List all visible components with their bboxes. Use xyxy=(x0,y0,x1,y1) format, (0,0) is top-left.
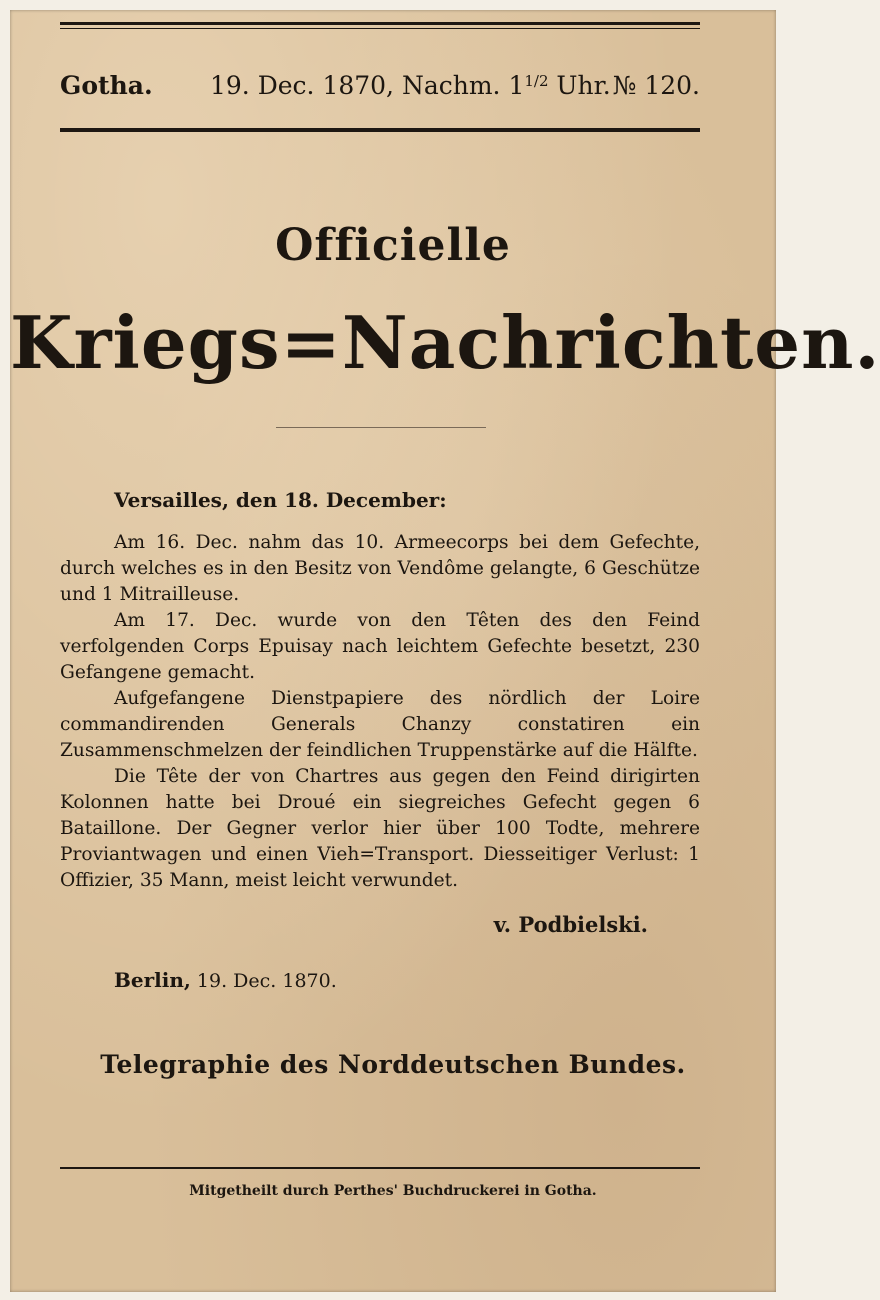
dispatch-paragraph: Aufgefangene Dienstpapiere des nördlich der Loire commandirenden Generals Chanzy constatiren ein Zusammenschmelzen der feindlichen Truppenstärke auf die Hälfte. xyxy=(60,688,700,761)
bulletin-sheet xyxy=(10,10,880,1292)
title-divider xyxy=(276,427,486,428)
berlin-date: 19. Dec. 1870. xyxy=(190,970,337,992)
header-date-time xyxy=(210,71,611,100)
header-number: № 120. xyxy=(612,71,700,100)
dispatch-paragraph: Die Tête der von Chartres aus gegen den Feind dirigirten Kolonnen hatte bei Droué ein siegreiches Gefecht gegen 6 Bataillone. Der Gegner verlor hier über 100 Todte, mehrere Proviantwagen und einen Vieh=Transport. Diesseitiger Verlust: 1 Offizier, 35 Mann, meist leicht verwundet. xyxy=(60,766,700,891)
top-double-rule-thick xyxy=(60,22,700,25)
footer-rule xyxy=(60,1167,700,1169)
header-rule xyxy=(60,128,700,132)
dispatch-body xyxy=(60,530,700,894)
dispatch-paragraph: Am 17. Dec. wurde von den Têten des den Feind verfolgenden Corps Epuisay nach leichtem Gefechte besetzt, 230 Gefangene gemacht. xyxy=(60,610,700,683)
header-date-text: 19. Dec. 1870, Nachm. 1 xyxy=(210,71,525,100)
header-fraction: 1/2 xyxy=(524,72,549,90)
header-time-unit: Uhr. xyxy=(548,71,611,100)
telegraph-credit: Telegraphie des Norddeutschen Bundes. xyxy=(100,1050,686,1079)
dispatch-place-date: Versailles, den 18. December: xyxy=(114,488,447,512)
title-officielle: Officielle xyxy=(275,220,511,271)
signature: v. Podbielski. xyxy=(493,912,648,937)
berlin-dateline xyxy=(114,968,337,992)
dispatch-paragraph: Am 16. Dec. nahm das 10. Armeecorps bei dem Gefechte, durch welches es in den Besitz von Vendôme gelangte, 6 Geschütze und 1 Mitrailleuse. xyxy=(60,532,700,605)
header-line xyxy=(60,65,700,105)
berlin-place: Berlin, xyxy=(114,968,191,992)
header-place: Gotha. xyxy=(60,71,153,100)
title-kriegs-nachrichten: Kriegs=Nachrichten. xyxy=(10,300,880,385)
printer-credit: Mitgetheilt durch Perthes' Buchdruckerei in Gotha. xyxy=(189,1183,597,1199)
top-double-rule-thin xyxy=(60,28,700,29)
